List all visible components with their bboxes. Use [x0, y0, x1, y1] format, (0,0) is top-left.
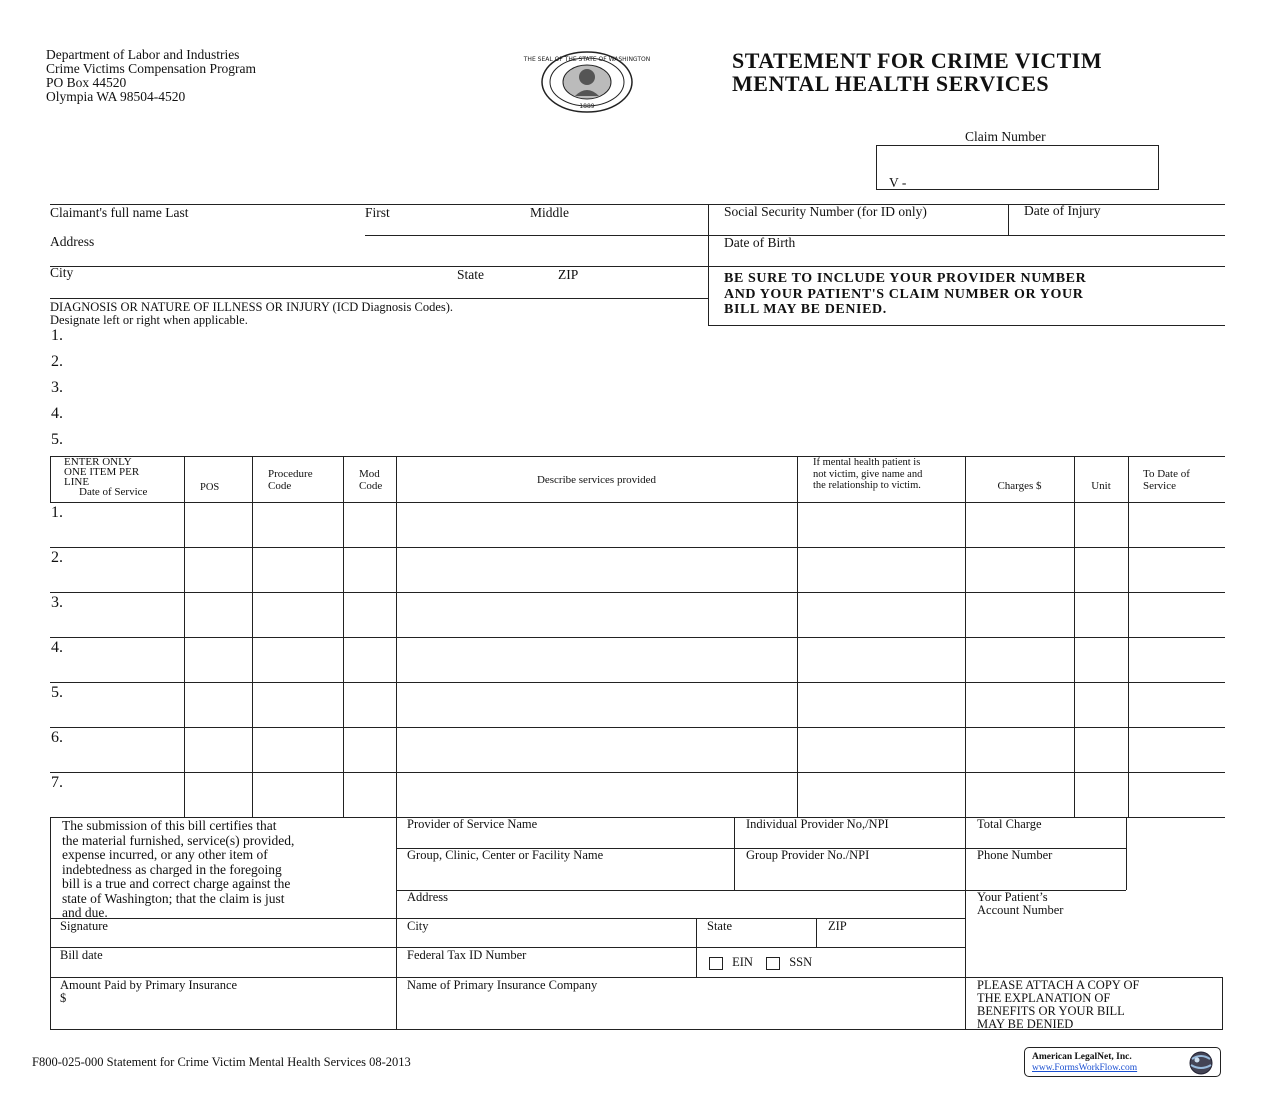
date-of-birth-field[interactable]: Date of Birth	[724, 235, 796, 250]
page-title	[732, 49, 1102, 95]
provider-name-field[interactable]: Provider of Service Name	[407, 817, 538, 831]
col-header-line: Procedure	[268, 468, 313, 480]
account-label-line: Your Patient’s	[977, 890, 1048, 904]
ein-label: EIN	[732, 955, 753, 969]
primary-insurance-company-field[interactable]: Name of Primary Insurance Company	[407, 978, 598, 992]
seal-text: THE SEAL OF THE STATE OF WASHINGTON	[523, 56, 651, 63]
patient-account-number-field[interactable]	[977, 891, 1063, 917]
diagnosis-4-field[interactable]: 4.	[51, 405, 63, 422]
col-header-line: ONE ITEM PER	[64, 466, 140, 478]
claim-number-label: Claim Number	[965, 129, 1046, 144]
col-header-line: Mod	[359, 468, 380, 480]
amount-paid-field[interactable]	[60, 979, 237, 1005]
claimant-city-field[interactable]: City	[50, 265, 74, 280]
certification-line: state of Washington; that the claim is just	[62, 890, 285, 906]
service-row-4[interactable]: 4.	[51, 639, 63, 656]
col-header-line: Date of Service	[79, 486, 148, 498]
claimant-zip-field[interactable]: ZIP	[558, 267, 579, 282]
col-header-line: To Date of	[1143, 468, 1190, 480]
col-header-line: ENTER ONLY	[64, 456, 132, 468]
diagnosis-5-field[interactable]: 5.	[51, 431, 63, 448]
federal-tax-id-field[interactable]: Federal Tax ID Number	[407, 948, 527, 962]
certification-line: bill is a true and correct charge against the	[62, 876, 291, 891]
globe-icon	[1185, 1050, 1217, 1076]
service-row-3[interactable]: 3.	[51, 594, 63, 611]
certification-line: and due.	[62, 905, 108, 920]
col-header-pos: POS	[200, 482, 220, 493]
service-row-7[interactable]: 7.	[51, 774, 63, 791]
state-seal	[523, 51, 651, 113]
col-header-mod	[359, 468, 382, 492]
agency-line: PO Box 44520	[46, 75, 127, 90]
certification-line: The submission of this bill certifies that	[62, 818, 277, 833]
claimant-middle-name-field[interactable]: Middle	[530, 205, 569, 220]
diagnosis-heading	[50, 301, 453, 327]
col-header-charges: Charges $	[997, 480, 1042, 492]
diagnosis-3-field[interactable]: 3.	[51, 379, 63, 396]
total-charge-field[interactable]: Total Charge	[977, 817, 1042, 831]
attach-eob-notice	[977, 979, 1139, 1031]
ssn-field[interactable]: Social Security Number (for ID only)	[724, 204, 927, 219]
provider-address-field[interactable]: Address	[407, 890, 448, 904]
provider-state-field[interactable]: State	[707, 919, 732, 933]
attach-line: PLEASE ATTACH A COPY OF	[977, 978, 1140, 992]
amount-paid-label: Amount Paid by Primary Insurance	[60, 978, 238, 992]
claimant-first-name-field[interactable]: First	[365, 205, 390, 220]
agency-line: Department of Labor and Industries	[46, 47, 240, 62]
col-header-line: Code	[268, 480, 292, 492]
claimant-last-name-field[interactable]: Claimant's full name Last	[50, 205, 189, 220]
group-name-field[interactable]: Group, Clinic, Center or Facility Name	[407, 848, 604, 862]
certification-statement	[62, 819, 294, 921]
seal-year: 1889	[579, 103, 595, 110]
col-header-line: If mental health patient is	[813, 457, 921, 468]
bill-date-field[interactable]: Bill date	[60, 948, 103, 962]
ein-checkbox[interactable]	[709, 957, 723, 970]
col-header-line: Code	[359, 480, 383, 492]
notice-line: AND YOUR PATIENT'S CLAIM NUMBER OR YOUR	[724, 286, 1084, 302]
provider-zip-field[interactable]: ZIP	[828, 919, 847, 933]
account-label-line: Account Number	[977, 903, 1064, 917]
individual-provider-no-field[interactable]: Individual Provider No,/NPI	[746, 817, 889, 831]
service-row-6[interactable]: 6.	[51, 729, 63, 746]
notice-line: BE SURE TO INCLUDE YOUR PROVIDER NUMBER	[724, 271, 1087, 286]
col-header-unit: Unit	[1091, 480, 1111, 492]
ssn-label: SSN	[789, 955, 813, 969]
provider-city-field[interactable]: City	[407, 919, 429, 933]
col-header-line: the relationship to victim.	[813, 480, 921, 491]
col-header-line: not victim, give name and	[813, 468, 923, 480]
col-header-procedure	[268, 468, 313, 492]
col-header-to-date	[1143, 468, 1190, 492]
form-id: F800-025-000 Statement for Crime Victim Mental Health Services 08-2013	[32, 1055, 411, 1069]
ssn-checkbox[interactable]	[766, 957, 780, 970]
claimant-address-field[interactable]: Address	[50, 234, 95, 249]
legalnet-badge	[1024, 1047, 1221, 1077]
col-header-description: Describe services provided	[536, 474, 657, 486]
tax-id-type-options	[709, 956, 812, 970]
diagnosis-heading-line: DIAGNOSIS OR NATURE OF ILLNESS OR INJURY (ICD Diagnosis Codes).	[50, 300, 454, 314]
col-header-line: LINE	[64, 476, 90, 488]
legalnet-brand: American LegalNet, Inc.	[1032, 1052, 1132, 1062]
phone-number-field[interactable]: Phone Number	[977, 848, 1053, 862]
attach-line: THE EXPLANATION OF	[977, 991, 1111, 1005]
claimant-state-field[interactable]: State	[457, 267, 484, 282]
title-line: STATEMENT FOR CRIME VICTIM	[732, 48, 1103, 73]
col-header-line: Service	[1143, 480, 1176, 492]
service-row-2[interactable]: 2.	[51, 549, 63, 566]
service-row-1[interactable]: 1.	[51, 504, 63, 521]
claim-prefix: V -	[889, 175, 907, 190]
certification-line: expense incurred, or any other item of	[62, 847, 268, 862]
agency-line: Olympia WA 98504-4520	[46, 89, 186, 104]
agency-line: Crime Victims Compensation Program	[46, 61, 257, 76]
certification-line: indebtedness as charged in the foregoing	[62, 861, 282, 877]
diagnosis-heading-line: Designate left or right when applicable.	[50, 313, 248, 327]
agency-address	[46, 48, 256, 104]
signature-field[interactable]: Signature	[60, 919, 108, 933]
group-provider-no-field[interactable]: Group Provider No./NPI	[746, 848, 870, 862]
date-of-injury-field[interactable]: Date of Injury	[1024, 203, 1101, 218]
diagnosis-2-field[interactable]: 2.	[51, 353, 63, 370]
diagnosis-1-field[interactable]: 1.	[51, 327, 63, 344]
attach-line: BENEFITS OR YOUR BILL	[977, 1004, 1125, 1018]
dollar-sign: $	[60, 991, 67, 1005]
service-row-5[interactable]: 5.	[51, 684, 63, 701]
col-header-victim	[813, 457, 922, 492]
col-header-date	[64, 457, 147, 497]
provider-number-notice	[724, 271, 1086, 318]
certification-line: the material furnished, service(s) provided,	[62, 832, 295, 848]
title-line: MENTAL HEALTH SERVICES	[732, 71, 1050, 96]
notice-line: BILL MAY BE DENIED.	[724, 302, 887, 317]
legalnet-link[interactable]: www.FormsWorkFlow.com	[1032, 1063, 1138, 1073]
attach-line: MAY BE DENIED	[977, 1017, 1074, 1031]
claim-number-field[interactable]	[876, 145, 1159, 190]
